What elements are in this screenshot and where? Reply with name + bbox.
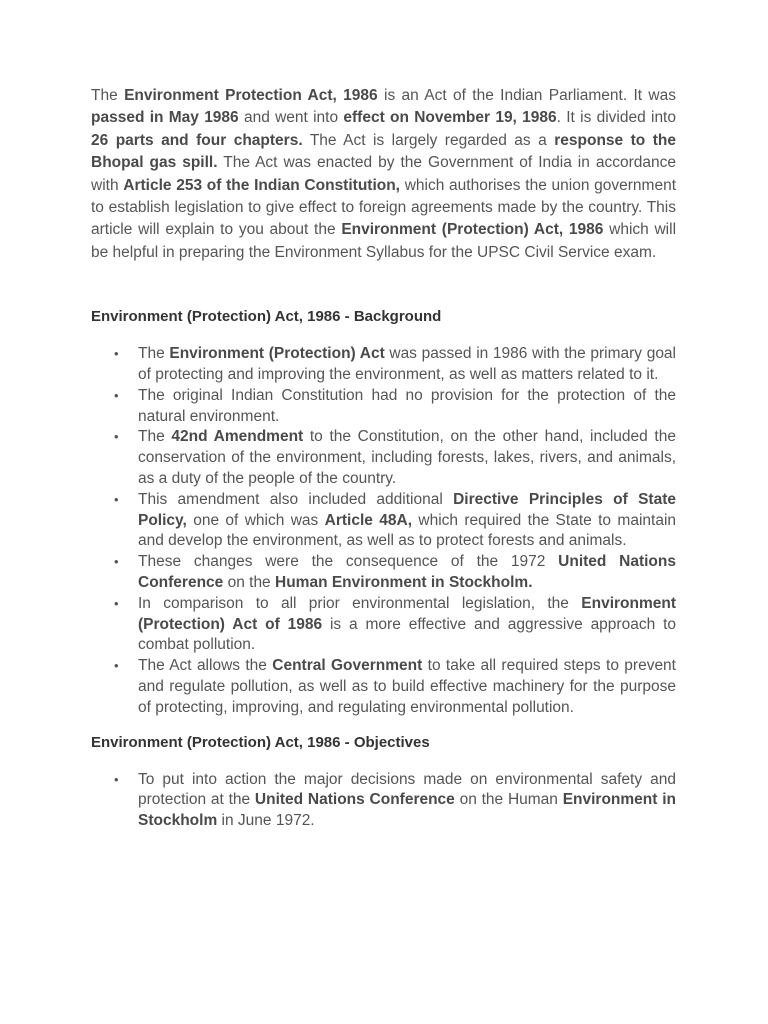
item-text: The Act allows the bbox=[138, 657, 273, 675]
intro-text: is an Act of the Indian Parliament. It was bbox=[377, 87, 676, 104]
list-item bbox=[114, 344, 676, 386]
bullet-icon: • bbox=[114, 554, 119, 570]
list-item bbox=[114, 656, 676, 718]
intro-bold-parts: 26 parts and four chapters. bbox=[91, 131, 303, 149]
bullet-icon: • bbox=[114, 491, 119, 507]
item-bold: Directive Principles of State Policy, bbox=[138, 490, 676, 529]
item-text: These changes were the consequence of the 1972 bbox=[138, 553, 559, 571]
bullet-icon: • bbox=[114, 387, 119, 403]
bullet-icon: • bbox=[114, 595, 119, 611]
intro-text: . It is divided into bbox=[556, 109, 676, 127]
list-item bbox=[114, 552, 676, 594]
item-text: The bbox=[138, 345, 170, 363]
intro-text: The Act was enacted by the Government of India in accordance with bbox=[91, 154, 676, 194]
item-text: was passed in 1986 with the primary goal of protecting and improving the environment, as well as matters related to it. bbox=[138, 345, 676, 384]
item-bold: Article 48A, bbox=[324, 511, 413, 529]
item-text: on the Human bbox=[454, 791, 563, 809]
list-item bbox=[114, 490, 677, 552]
intro-bold-article-253: Article 253 of the Indian Constitution, bbox=[123, 176, 400, 194]
intro-text: and went into bbox=[238, 109, 344, 127]
item-bold: United Nations Conference bbox=[254, 791, 455, 809]
bullet-icon: • bbox=[114, 429, 119, 445]
intro-paragraph bbox=[91, 85, 676, 264]
item-text: in June 1972. bbox=[217, 812, 315, 830]
list-item bbox=[114, 594, 676, 656]
item-text: on the bbox=[223, 574, 275, 592]
bullet-icon: • bbox=[114, 771, 119, 787]
item-bold: Environment (Protection) Act bbox=[169, 345, 385, 363]
item-text: In comparison to all prior environmental legislation, the bbox=[138, 594, 582, 612]
intro-text: which authorises the union government to establish legislation to give effect to foreign agreements made by the country. This article will explain to you about the bbox=[91, 176, 677, 239]
item-bold: 42nd Amendment bbox=[171, 428, 304, 446]
background-heading: Environment (Protection) Act, 1986 - Background bbox=[91, 308, 442, 326]
document-page bbox=[91, 85, 676, 832]
item-text: The bbox=[138, 428, 172, 446]
intro-bold-act-name-2: Environment (Protection) Act, 1986 bbox=[341, 221, 604, 239]
list-item bbox=[114, 386, 676, 428]
objectives-heading: Environment (Protection) Act, 1986 - Objectives bbox=[91, 733, 430, 751]
item-text: to take all required steps to prevent and regulate pollution, as well as to build effective machinery for the purpose of protecting, improving, and regulating environmental pollution. bbox=[138, 657, 676, 716]
background-list bbox=[91, 344, 676, 718]
intro-text: which will be helpful in preparing the Environment Syllabus for the UPSC Civil Service exam. bbox=[91, 221, 677, 261]
intro-text: The bbox=[91, 87, 125, 104]
item-text: The original Indian Constitution had no provision for the protection of the natural environment. bbox=[138, 386, 676, 425]
intro-bold-effect-date: effect on November 19, 1986 bbox=[343, 109, 557, 127]
item-text: This amendment also included additional bbox=[138, 490, 454, 508]
intro-text: The Act is largely regarded as a bbox=[302, 131, 555, 149]
intro-bold-passed: passed in May 1986 bbox=[91, 109, 239, 127]
item-text: one of which was bbox=[186, 511, 325, 529]
list-item bbox=[114, 427, 676, 489]
bullet-icon: • bbox=[114, 346, 119, 362]
item-bold: Environment (Protection) Act of 1986 bbox=[138, 594, 676, 633]
item-bold: United Nations Conference bbox=[138, 553, 676, 592]
objectives-list bbox=[91, 770, 676, 832]
intro-bold-bhopal: response to the Bhopal gas spill. bbox=[91, 131, 676, 172]
item-text: is a more effective and aggressive approach to combat pollution. bbox=[138, 615, 676, 654]
intro-bold-act-name: Environment Protection Act, 1986 bbox=[124, 87, 378, 104]
list-item bbox=[114, 770, 676, 832]
item-text: to the Constitution, on the other hand, included the conservation of the environment, including forests, lakes, rivers, and animals, as a duty of the people of the country. bbox=[138, 428, 676, 488]
item-bold: Environment in Stockholm bbox=[138, 791, 676, 830]
item-text: To put into action the major decisions made on environmental safety and protection at the bbox=[138, 770, 676, 809]
item-bold: Human Environment in Stockholm. bbox=[275, 574, 533, 592]
bullet-icon: • bbox=[114, 658, 119, 674]
item-text: which required the State to maintain and develop the environment, as well as to protect forests and animals. bbox=[138, 511, 677, 550]
item-bold: Central Government bbox=[272, 657, 423, 675]
